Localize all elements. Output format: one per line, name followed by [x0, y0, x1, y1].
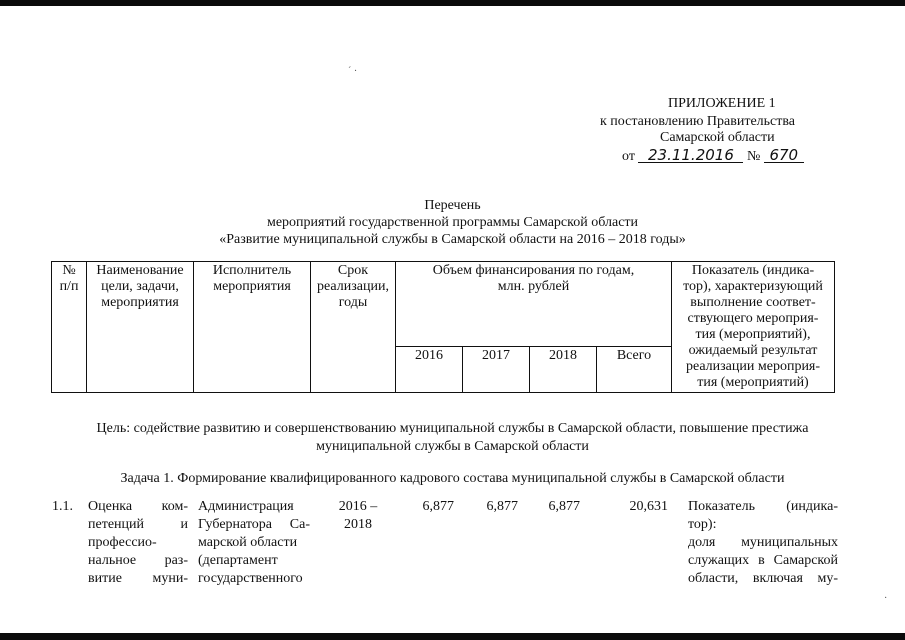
title-line-2: мероприятий государственной программы Самарской области [266, 215, 639, 230]
scan-speck: ˊ · [348, 66, 358, 77]
task-heading: Задача 1. Формирование квалифицированного кадрового состава муниципальной службы в Самарской области [120, 471, 785, 486]
row-2017: 6,877 [486, 499, 518, 514]
header-year-2017: 2017 [463, 346, 530, 392]
header-year-2018: 2018 [530, 346, 597, 392]
appendix-line-3: Самарской области [660, 130, 775, 145]
goal-text [0, 420, 905, 456]
row-executor: Администрация Губернатора Са- марской области (департамент государственного [198, 499, 310, 586]
number-label: № [746, 149, 761, 164]
header-name: Наименование цели, задачи, мероприятия [87, 262, 194, 393]
row-total: 20,631 [629, 499, 668, 514]
header-term: Срок реализации, годы [311, 262, 396, 393]
scan-speck: · [884, 593, 888, 604]
header-funding: Объем финансирования по годам, млн. рублей [396, 262, 672, 347]
header-executor: Исполнитель мероприятия [194, 262, 311, 393]
goal-line-1: Цель: содействие развитию и совершенствованию муниципальной службы в Самарской области, повышение престижа [96, 421, 809, 436]
goal-line-2: муниципальной службы в Самарской области [316, 439, 589, 454]
handwritten-number: 670 [764, 148, 804, 163]
top-border [0, 0, 905, 6]
row-indicator: Показатель (индика- тор): доля муниципальных служащих в Самарской области, включая му- [688, 499, 838, 586]
header-no: № п/п [52, 262, 87, 393]
row-number: 1.1. [52, 499, 73, 514]
header-year-2016: 2016 [396, 346, 463, 392]
header-table [51, 261, 835, 393]
from-label: от [622, 149, 635, 164]
document-title [0, 197, 905, 248]
title-line-3: «Развитие муниципальной службы в Самарской области на 2016 – 2018 годы» [219, 232, 686, 247]
row-2016: 6,877 [422, 499, 454, 514]
row-2018: 6,877 [548, 499, 580, 514]
header-total: Всего [597, 346, 672, 392]
bottom-border [0, 633, 905, 640]
header-indicator: Показатель (индика- тор), характеризующий выполнение соответ- ствующего мероприя- тия (мероприятий), ожидаемый результат реализации мероприя- тия (мероприятий) [672, 262, 835, 393]
appendix-date-line [622, 148, 804, 165]
handwritten-date: 23.11.2016 [638, 148, 743, 163]
row-name: Оценка ком- петенций и профессио- нальное раз- витие муни- [88, 499, 188, 586]
row-term: 2016 – 2018 [338, 499, 378, 532]
title-line-1: Перечень [424, 198, 481, 213]
appendix-line-2: к постановлению Правительства [600, 114, 796, 129]
appendix-title: ПРИЛОЖЕНИЕ 1 [668, 96, 776, 111]
